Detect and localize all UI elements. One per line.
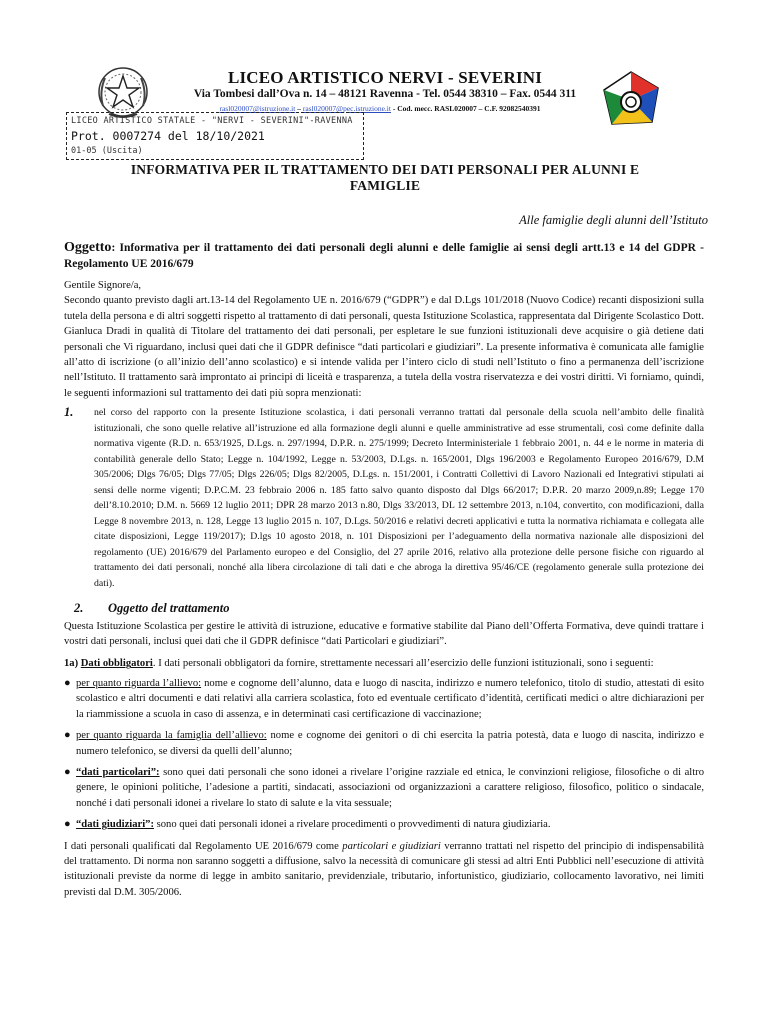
section-paragraph: Questa Istituzione Scolastica per gestire le attività di istruzione, educative e formative stabilite dal Piano dell’Offerta Formativa, deve quindi trattare i vostri dati personali, inclusi quei dati che il GDPR definisce “dati Particolari e giudiziari”.: [64, 620, 704, 648]
list-item-text: nel corso del rapporto con la presente Istituzione scolastica, i dati personali verranno trattati dal personale della scuola nell’ambito delle finalità istituzionali, che sono quelle relative all’istruzione ed alla formazione degli alunni e quelle amministrative ad esse strumentali, così come definite dalla normativa vigente (R.D. n. 653/1925, D.Lgs. n. 297/1994, D.P.R. n. 275/1999; Decreto Interministeriale 1 febbraio 2001, n. 44 e le norme in materia di contabilità generale dello Stato; Legge n. 104/1992, Legge n. 53/2003, D.Lgs. n. 165/2001, Dlgs 196/2003 e Regolamento Europeo 2016/679, D.M 305/2006; Dlgs 76/05; Dlgs 77/05; Dlgs 226/05; Dlgs 82/2005, D.Lgs. n. 151/2001, i Contratti Collettivi di Lavoro Nazionali ed Integrativi stipulati ai sensi delle norme vigenti; D.P.C.M. 23 febbraio 2006 n. 185 fatto salvo quanto disposto dal Dlgs 66/2017; D.P.R. 20 marzo 2009,n.89; Legge 170 dell’8.10.2010; D.M. n. 5669 12 luglio 2011; DPR 28 marzo 2013 n.80, Dlgs 33/2013, DL 12 settembre 2013, n.104, convertito, con modificazioni, dalla Legge 8 novembre 2013, n. 128, Legge 13 luglio 2015 n. 107, D.Lgs. 50/2016 e relativi decreti applicativi e tutta la normativa richiamata e collegata alle citate disposizioni, Legge 119/2017); D.lgs 10 agosto 2018, n. 101 Disposizioni per l’adeguamento della normativa nazionale alle disposizioni del regolamento (UE) 2016/679 del Parlamento europeo e del Consiglio, del 27 aprile 2016, relativo alla protezione delle persone fisiche con riguardo al trattamento dei dati personali, nonché alla libera circolazione di tali dati e che abroga la direttiva 95/46/CE (regolamento generale sulla protezione dei dati).: [94, 407, 704, 589]
email-link[interactable]: rasl020007@istruzione.it: [219, 104, 296, 113]
list-item: [64, 676, 704, 722]
final-paragraph: [64, 839, 704, 901]
bullet-head: per quanto riguarda la famiglia dell’allievo:: [76, 730, 267, 742]
final-text-italic: particolari e giudiziari: [342, 840, 441, 852]
final-text-pre: I dati personali qualificati dal Regolamento UE 2016/679 come: [64, 840, 343, 852]
bullet-icon: ●: [64, 818, 71, 831]
subject-line: [64, 240, 704, 272]
stamp-line-1: LICEO ARTISTICO STATALE - "NERVI - SEVERINI"-RAVENNA: [71, 116, 353, 126]
mandatory-data-text: . I dati personali obbligatori da fornire, strettamente necessari all’esercizio delle funzioni istituzionali, sono i seguenti:: [152, 658, 654, 670]
school-name: LICEO ARTISTICO NERVI - SEVERINI: [227, 68, 543, 87]
school-codes: - Cod. mecc. RASL020007 – C.F. 92082540391: [390, 104, 541, 113]
greeting: Gentile Signore/a,: [64, 280, 142, 291]
list-item: [64, 765, 704, 811]
mandatory-data-heading: [64, 656, 704, 671]
pec-email-link[interactable]: rasl020007@pec.istruzione.it: [302, 104, 391, 113]
title-line-2: FAMIGLIE: [349, 178, 421, 193]
separator: –: [295, 104, 303, 113]
recipient-line: Alle famiglie degli alunni dell’Istituto: [519, 213, 708, 227]
bullet-text: nome e cognome dei genitori o di chi esercita la patria potestà, data e luogo di nascita, indirizzo e numero telefonico, se diversi da quelli dell’alunno;: [76, 730, 704, 757]
bullet-head: per quanto riguarda l’allievo:: [76, 677, 202, 689]
bullet-head: “dati particolari”:: [76, 766, 160, 778]
title-line-1: INFORMATIVA PER IL TRATTAMENTO DEI DATI PERSONALI PER ALUNNI E: [130, 162, 640, 177]
mandatory-data-title: Dati obbligatori: [80, 658, 153, 670]
bullet-text: sono quei dati personali idonei a rivelare procedimenti o provvedimenti di natura giudiziaria.: [153, 819, 551, 831]
bullet-text: nome e cognome dell’alunno, data e luogo di nascita, indirizzo e numero telefonico, titolo di studio, attestati di esito scolastico e altri documenti e dati relativi alla carriera scolastica, foto ed eventuale certificato d’identità, certificati medici o altre dichiarazioni per la riammissione a scuola in caso di assenza, e in determinati casi certificazione di vaccinazione;: [76, 677, 704, 720]
bullet-head: “dati giudiziari”:: [76, 819, 154, 831]
final-text-post: verranno trattati nel rispetto del principio di indispensabilità del trattamento. Di norma non saranno soggetti a diffusione, salvo la necessità di comunicare gli stessi ad altri Enti Pubblici nell’esecuzione di attività istituzionali previste da norme di legge in ambito sanitario, previdenziale, tributario, infortunistico, giudiziario, collocamento lavorativo, nei limiti previsti dal D.M. 305/2006.: [64, 840, 704, 898]
protocol-stamp: [66, 112, 364, 160]
list-item-number: 1.: [64, 405, 74, 420]
mandatory-data-label: 1a): [64, 658, 79, 670]
section-heading: [64, 601, 704, 616]
stamp-protocol-number: Prot. 0007274 del 18/10/2021: [71, 129, 265, 143]
list-item: [64, 405, 704, 591]
section-number: 2.: [74, 601, 84, 616]
subject-label: Oggetto: [64, 240, 112, 255]
document-title: [40, 162, 730, 194]
stamp-line-3: 01-05 (Uscita): [71, 146, 143, 156]
school-address: Via Tombesi dall’Ova n. 14 – 48121 Ravenna - Tel. 0544 38310 – Fax. 0544 311: [193, 88, 577, 100]
bullet-icon: ●: [64, 765, 71, 778]
list-item: [64, 728, 704, 759]
document-body: [64, 240, 704, 907]
section-title: Oggetto del trattamento: [108, 601, 230, 616]
subject-text: : Informativa per il trattamento dei dati personali degli alunni e delle famiglie ai sensi degli artt.13 e 14 del GDPR - Regolamento UE 2016/679: [64, 242, 704, 270]
list-item: [64, 817, 704, 832]
bullet-icon: ●: [64, 729, 71, 742]
bullet-text: sono quei dati personali che sono idonei a rivelare l’origine razziale ed etnica, le convinzioni religiose, filosofiche o di altro genere, le opinioni politiche, l’adesione a partiti, sindacati, associazioni od organizzazioni a carattere religioso, filosofico, politico o sindacale, nonché i dati personali idonei a rivelare lo stato di salute e la vita sessuale;: [76, 766, 704, 809]
intro-paragraph: Secondo quanto previsto dagli art.13-14 del Regolamento UE n. 2016/679 (“GDPR”) e dal D.Lgs 101/2018 (Nuovo Codice) recanti disposizioni sulla tutela della persona e di altri soggetti rispetto al trattamento di dati personali, questa Istituzione Scolastica, rappresentata dal Dirigente Scolastico Dott. Gianluca Dradi in qualità di Titolare del trattamento dei dati personali, per espletare le sue funzioni istituzionali deve acquisire o già detiene dati personali che Vi riguardano, inclusi quei dati che il GDPR definisce “dati particolari e giudiziari”. La presente informativa è comunicata alle famiglie all’atto di iscrizione (o all’inizio dell’anno scolastico) e si intende valida per l’intero ciclo di studi nell’Istituto o fino a permanenza dell’iscrizione nell’Istituto. Il trattamento sarà improntato ai principi di liceità e trasparenza, a tutela della vostra riservatezza e dei vostri diritti. Vi forniamo, quindi, le seguenti informazioni sul trattamento dei dati più sopra menzionati:: [64, 295, 704, 399]
bullet-icon: ●: [64, 676, 71, 689]
